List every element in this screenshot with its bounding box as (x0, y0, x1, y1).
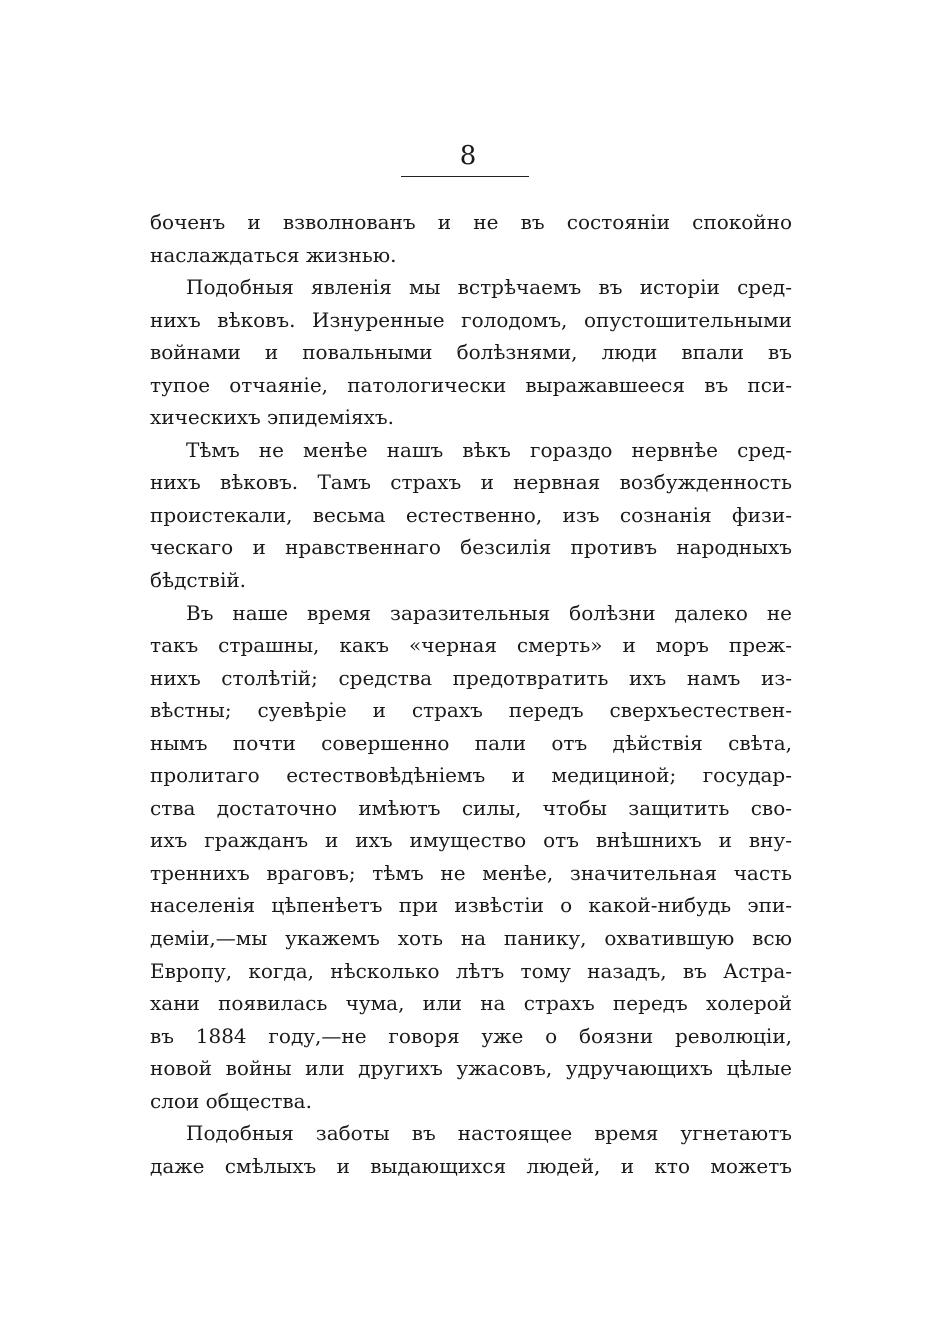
page-number: 8 (459, 141, 477, 171)
text-line: Подобныя заботы въ настоящее время угнетаютъ (186, 1121, 792, 1146)
text-line: такъ страшны, какъ «черная смерть» и моръ преж- (150, 633, 792, 658)
text-line: ства достаточно имѣютъ силы, чтобы защитить сво- (150, 795, 792, 820)
text-line: бѣдствiй. (150, 568, 247, 593)
text-line: тупое отчаянiе, патологически выражавшееся въ пси- (150, 372, 792, 397)
text-line: демiи,—мы укажемъ хоть на панику, охватившую всю (150, 926, 792, 951)
text-line: населенiя цѣпенѣетъ при извѣстiи о какой-нибудь эпи- (150, 893, 792, 918)
paragraph (150, 206, 792, 271)
body-text (150, 206, 792, 1182)
paragraph (150, 1117, 792, 1182)
text-line: проистекали, весьма естественно, изъ сознанiя физи- (150, 502, 792, 527)
text-line: въ 1884 году,—не говоря уже о боязни революцiи, (150, 1023, 792, 1048)
text-line: даже смѣлыхъ и выдающихся людей, и кто можетъ (150, 1153, 792, 1178)
text-line: Тѣмъ не менѣе нашъ вѣкъ гораздо нервнѣе сред- (186, 437, 792, 462)
header-rule (401, 176, 529, 177)
text-line: войнами и повальными болѣзнями, люди впали въ (150, 340, 792, 365)
text-line: ихъ гражданъ и ихъ имущество отъ внѣшнихъ и вну- (150, 828, 792, 853)
text-line: нихъ вѣковъ. Изнуренные голодомъ, опустошительными (150, 307, 792, 332)
text-line: пролитаго естествовѣдѣнiемъ и медициной; государ- (150, 763, 792, 788)
paragraph (150, 271, 792, 434)
text-line: нихъ столѣтiй; средства предотвратить ихъ намъ из- (150, 665, 792, 690)
text-line: ческаго и нравственнаго безсилiя противъ народныхъ (150, 535, 792, 560)
text-line: вѣстны; суевѣрiе и страхъ передъ сверхъестествен- (150, 698, 792, 723)
text-line: Подобныя явленiя мы встрѣчаемъ въ исторiи сред- (186, 275, 792, 300)
text-line: новой войны или другихъ ужасовъ, удручающихъ цѣлые (150, 1056, 792, 1081)
text-line: хани появилась чума, или на страхъ передъ холерой (150, 991, 792, 1016)
text-line: боченъ и взволнованъ и не въ состоянiи спокойно (150, 210, 792, 234)
text-line: нымъ почти совершенно пали отъ дѣйствiя свѣта, (150, 730, 792, 755)
text-line: Въ наше время заразительныя болѣзни далеко не (186, 600, 792, 625)
text-line: Европу, когда, нѣсколько лѣтъ тому назадъ, въ Астра- (150, 958, 792, 983)
paragraph (150, 597, 792, 1118)
paragraph (150, 434, 792, 597)
text-line: наслаждаться жизнью. (150, 242, 397, 267)
text-line: слои общества. (150, 1088, 312, 1113)
text-line: нихъ вѣковъ. Тамъ страхъ и нервная возбужденность (150, 470, 792, 495)
text-line: треннихъ враговъ; тѣмъ не менѣе, значительная часть (150, 860, 792, 885)
text-line: хическихъ эпидемiяхъ. (150, 405, 395, 430)
